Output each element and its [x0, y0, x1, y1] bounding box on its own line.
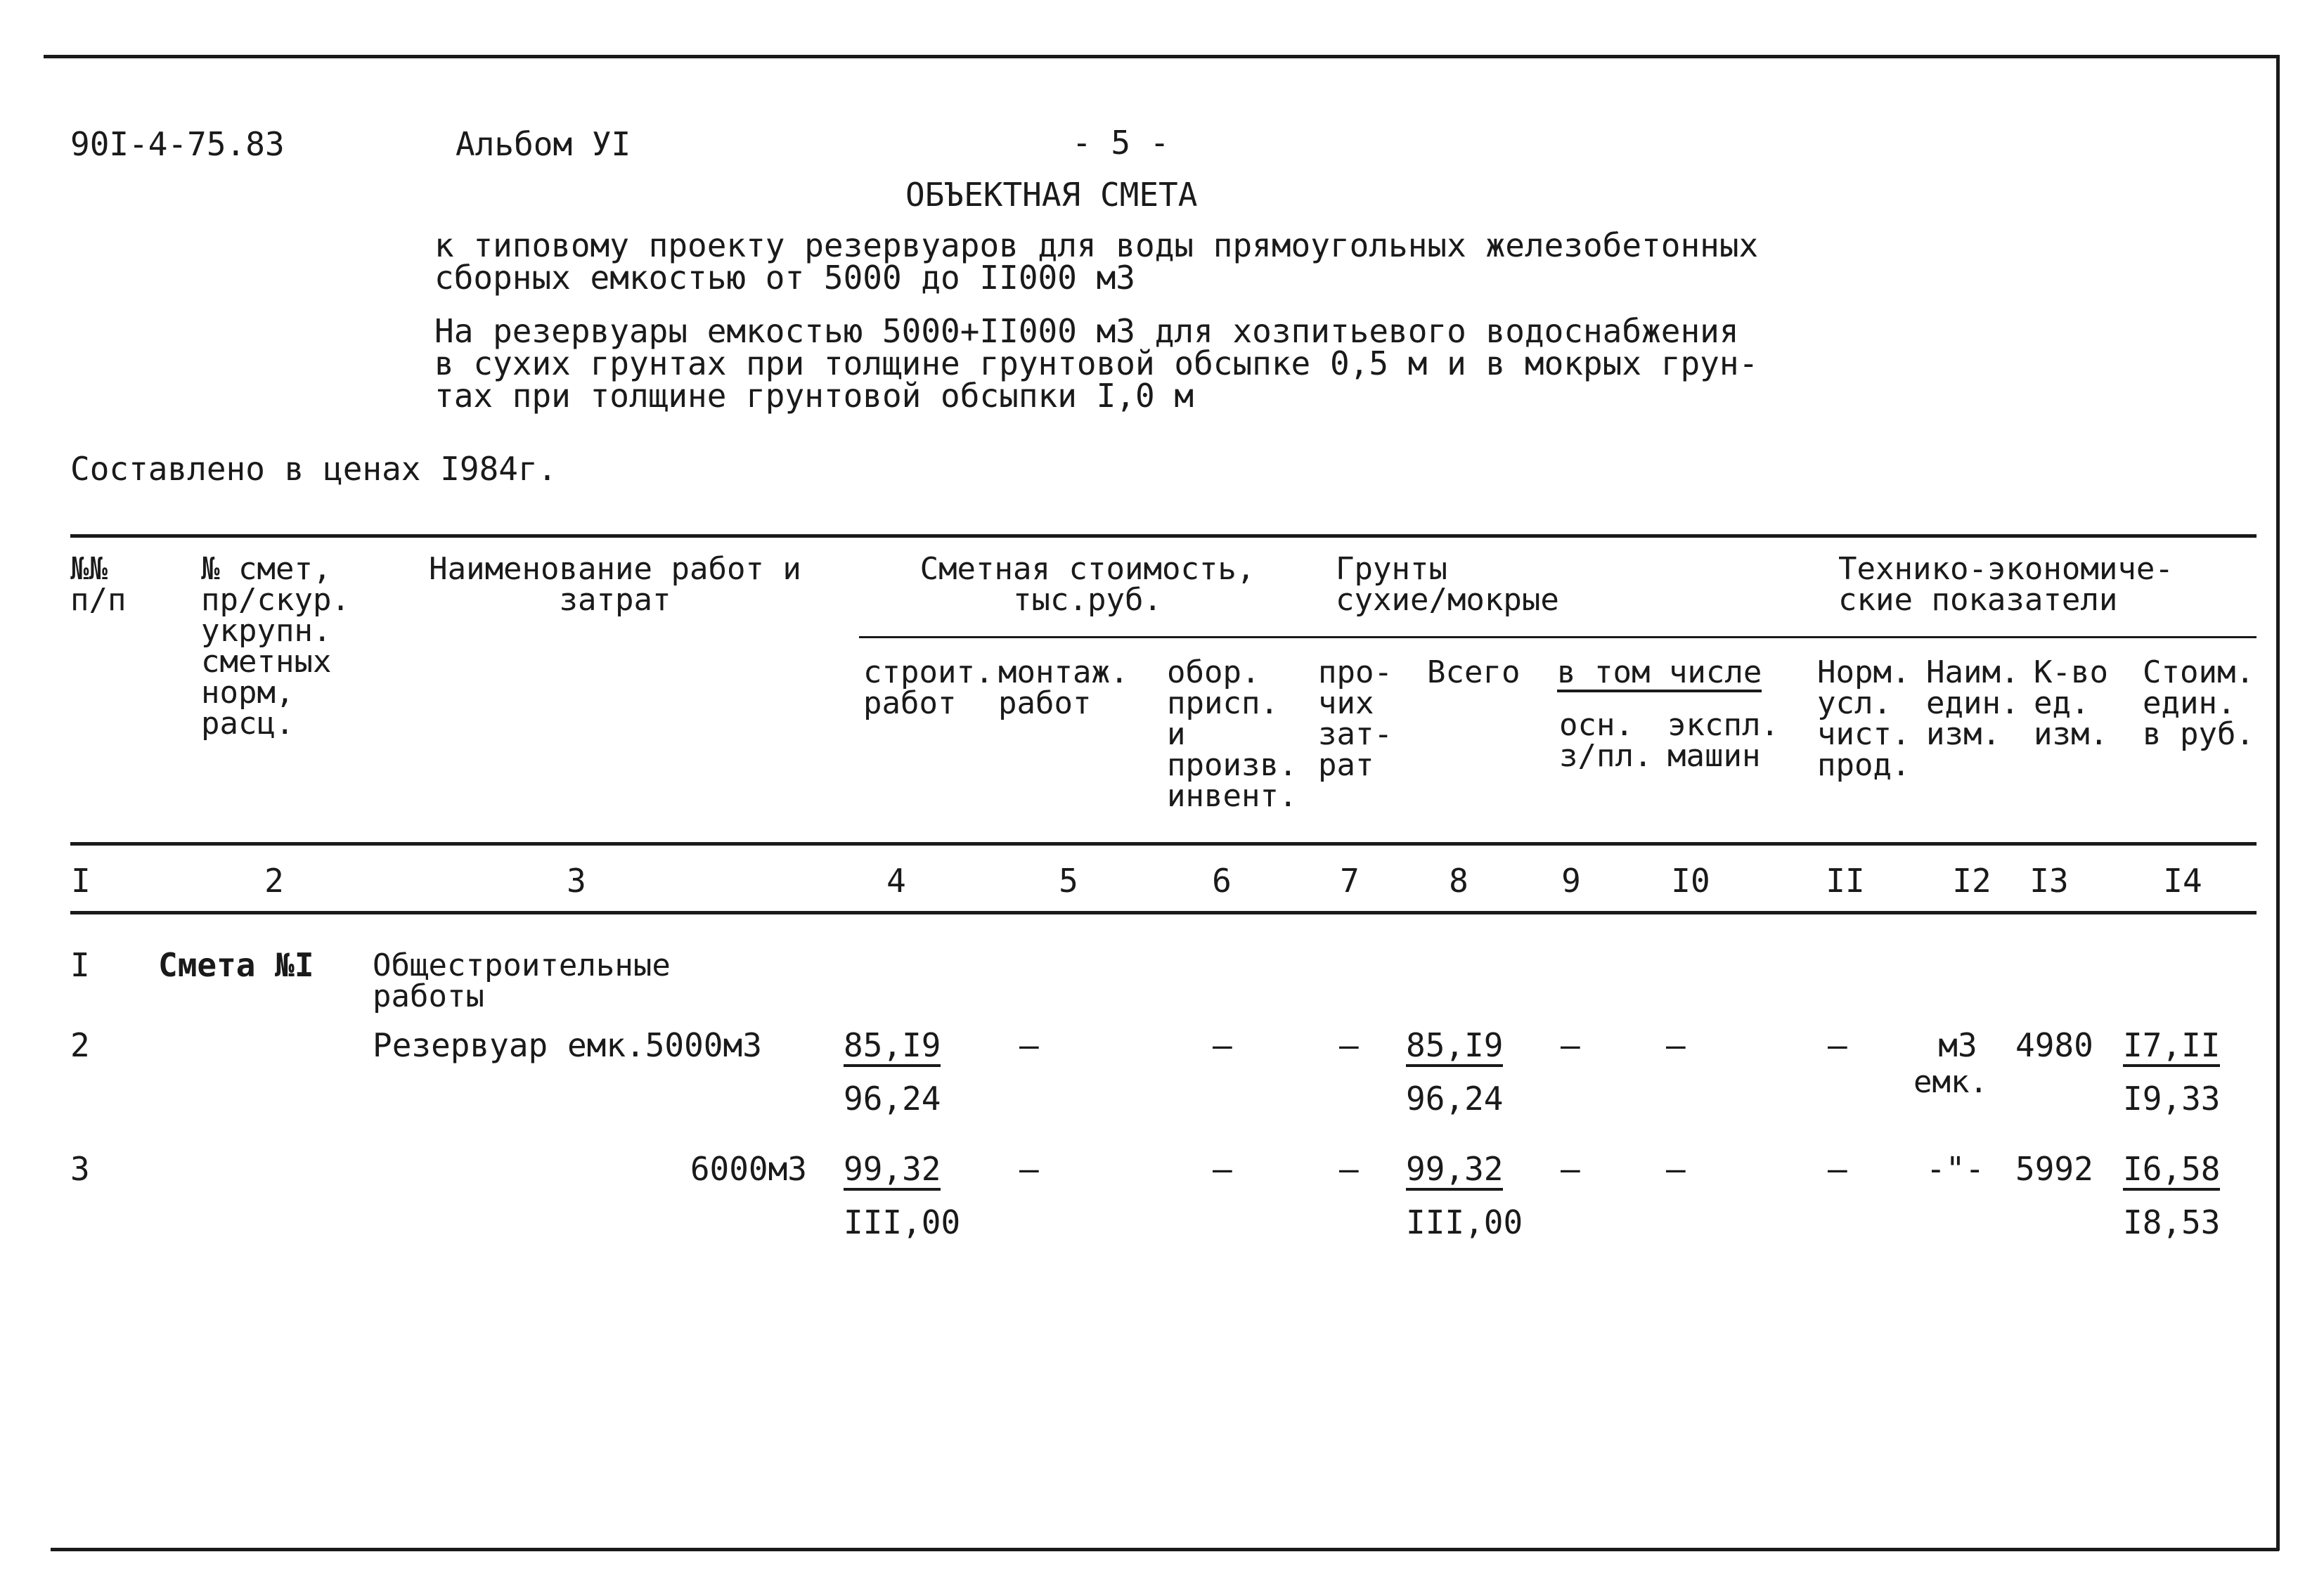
col-header-14: Стоим. един. в руб.: [2143, 654, 2254, 752]
row-3-unit-cost-wet: I8,53: [2123, 1203, 2221, 1241]
row-2-total-dry: 85,I9: [1406, 1028, 1503, 1067]
frame-bottom-line: [51, 1548, 2279, 1551]
subtitle-line-1: к типовому проекту резервуаров для воды прямоугольных железобетонных: [434, 226, 1759, 264]
col-number-12: I2: [1952, 862, 1991, 900]
row-3-construction-dry: 99,32: [844, 1151, 941, 1191]
col-header-6: обор. присп. и произв. инвент.: [1167, 654, 1298, 814]
col-number-10: I0: [1671, 862, 1710, 900]
col-number-4: 4: [886, 862, 906, 900]
doc-number: 90I-4-75.83: [70, 125, 285, 163]
table-top-rule: [70, 534, 2257, 538]
row-2-unit-cost-wet: I9,33: [2123, 1080, 2221, 1118]
col-header-13: К-во ед. изм.: [2034, 654, 2108, 752]
row-2-quantity: 4980: [2015, 1026, 2093, 1064]
header-bottom-rule: [70, 842, 2257, 846]
row-2-installation: –: [1019, 1026, 1039, 1064]
col-number-14: I4: [2163, 862, 2202, 900]
tech-group-header: Технико-экономиче- ские показатели: [1838, 551, 2174, 618]
row-3-other: –: [1339, 1150, 1359, 1188]
col-number-2: 2: [264, 862, 284, 900]
col-header-5: монтаж. работ: [998, 654, 1129, 721]
col-header-7: про- чих зат- рат: [1318, 654, 1393, 783]
col-number-8: 8: [1449, 862, 1468, 900]
frame-top-line: [44, 55, 2279, 58]
row-1-estimate: Смета №I: [158, 946, 314, 984]
row-3-installation: –: [1019, 1150, 1039, 1188]
row-3-norm: –: [1828, 1150, 1847, 1188]
row-2-norm: –: [1828, 1026, 1847, 1064]
col-header-11: Норм. усл. чист. прод.: [1817, 654, 1911, 783]
row-2-construction-dry: 85,I9: [844, 1028, 941, 1067]
col-number-1: I: [71, 862, 91, 900]
row-1-name: Общестроительные работы: [373, 948, 671, 1014]
col-header-1: №№ п/п: [70, 551, 127, 618]
col-number-11: II: [1826, 862, 1865, 900]
row-2-construction-wet: 96,24: [844, 1080, 941, 1118]
row-3-unit-cost-dry: I6,58: [2123, 1151, 2220, 1191]
row-3-machines: –: [1666, 1150, 1686, 1188]
row-3-total-dry: 99,32: [1406, 1151, 1503, 1191]
row-2-total-wet: 96,24: [1406, 1080, 1504, 1118]
numbers-bottom-rule: [70, 911, 2257, 914]
prices-note: Составлено в ценах I984г.: [70, 450, 557, 488]
row-2-machines: –: [1666, 1026, 1686, 1064]
row-3-equipment: –: [1213, 1150, 1232, 1188]
row-3-quantity: 5992: [2015, 1150, 2093, 1188]
row-3-number: 3: [70, 1150, 90, 1188]
page-number: - 5 -: [1072, 124, 1170, 162]
col-header-12: Наим. един. изм.: [1926, 654, 2020, 752]
col-header-2: № смет, пр/скур. укрупн. сметных норм, расц.: [201, 551, 350, 742]
col-number-7: 7: [1340, 862, 1360, 900]
row-2-other: –: [1339, 1026, 1359, 1064]
scope-line-3: тах при толщине грунтовой обсыпки I,0 м: [434, 377, 1194, 415]
document-title: ОБЪЕКТНАЯ СМЕТА: [905, 176, 1198, 214]
col-number-6: 6: [1212, 862, 1232, 900]
col-header-10: экспл. машин: [1667, 707, 1779, 774]
row-2-unit-cost-dry: I7,II: [2123, 1028, 2220, 1067]
row-1-number: I: [70, 946, 90, 984]
col-number-13: I3: [2029, 862, 2069, 900]
row-3-total-wet: III,00: [1406, 1203, 1523, 1241]
row-2-unit-cont: емк.: [1913, 1064, 1988, 1100]
col-header-4: строит. работ: [863, 654, 994, 721]
cost-group-header: Сметная стоимость, тыс.руб.: [919, 551, 1255, 618]
group-header-rule: [859, 636, 2257, 638]
scope-line-1: На резервуары емкостью 5000+II000 м3 для хозпитьевого водоснабжения: [434, 312, 1739, 350]
soil-group-header: Грунты сухие/мокрые: [1336, 551, 1559, 618]
row-2-unit: м3: [1938, 1026, 1977, 1064]
frame-right-line: [2276, 55, 2280, 1551]
row-3-wages: –: [1561, 1150, 1580, 1188]
row-2-wages: –: [1561, 1026, 1580, 1064]
col-header-8: Всего: [1427, 654, 1521, 690]
col-number-3: 3: [567, 862, 586, 900]
row-3-construction-wet: III,00: [844, 1203, 961, 1241]
row-2-name: Резервуар емк.5000м3: [373, 1026, 762, 1064]
row-2-number: 2: [70, 1026, 90, 1064]
album-label: Альбом УI: [456, 125, 631, 163]
col-number-5: 5: [1059, 862, 1078, 900]
col-number-9: 9: [1561, 862, 1581, 900]
col-header-3: Наименование работ и затрат: [429, 551, 801, 618]
row-3-name: 6000м3: [690, 1150, 807, 1188]
col-header-9: осн. з/пл.: [1559, 707, 1653, 774]
row-3-unit: -"-: [1926, 1150, 1985, 1188]
subtitle-line-2: сборных емкостью от 5000 до II000 м3: [434, 259, 1135, 297]
scope-line-2: в сухих грунтах при толщине грунтовой обсыпке 0,5 м и в мокрых грун-: [434, 344, 1759, 382]
row-2-equipment: –: [1213, 1026, 1232, 1064]
including-header: в том числе: [1557, 657, 1762, 692]
